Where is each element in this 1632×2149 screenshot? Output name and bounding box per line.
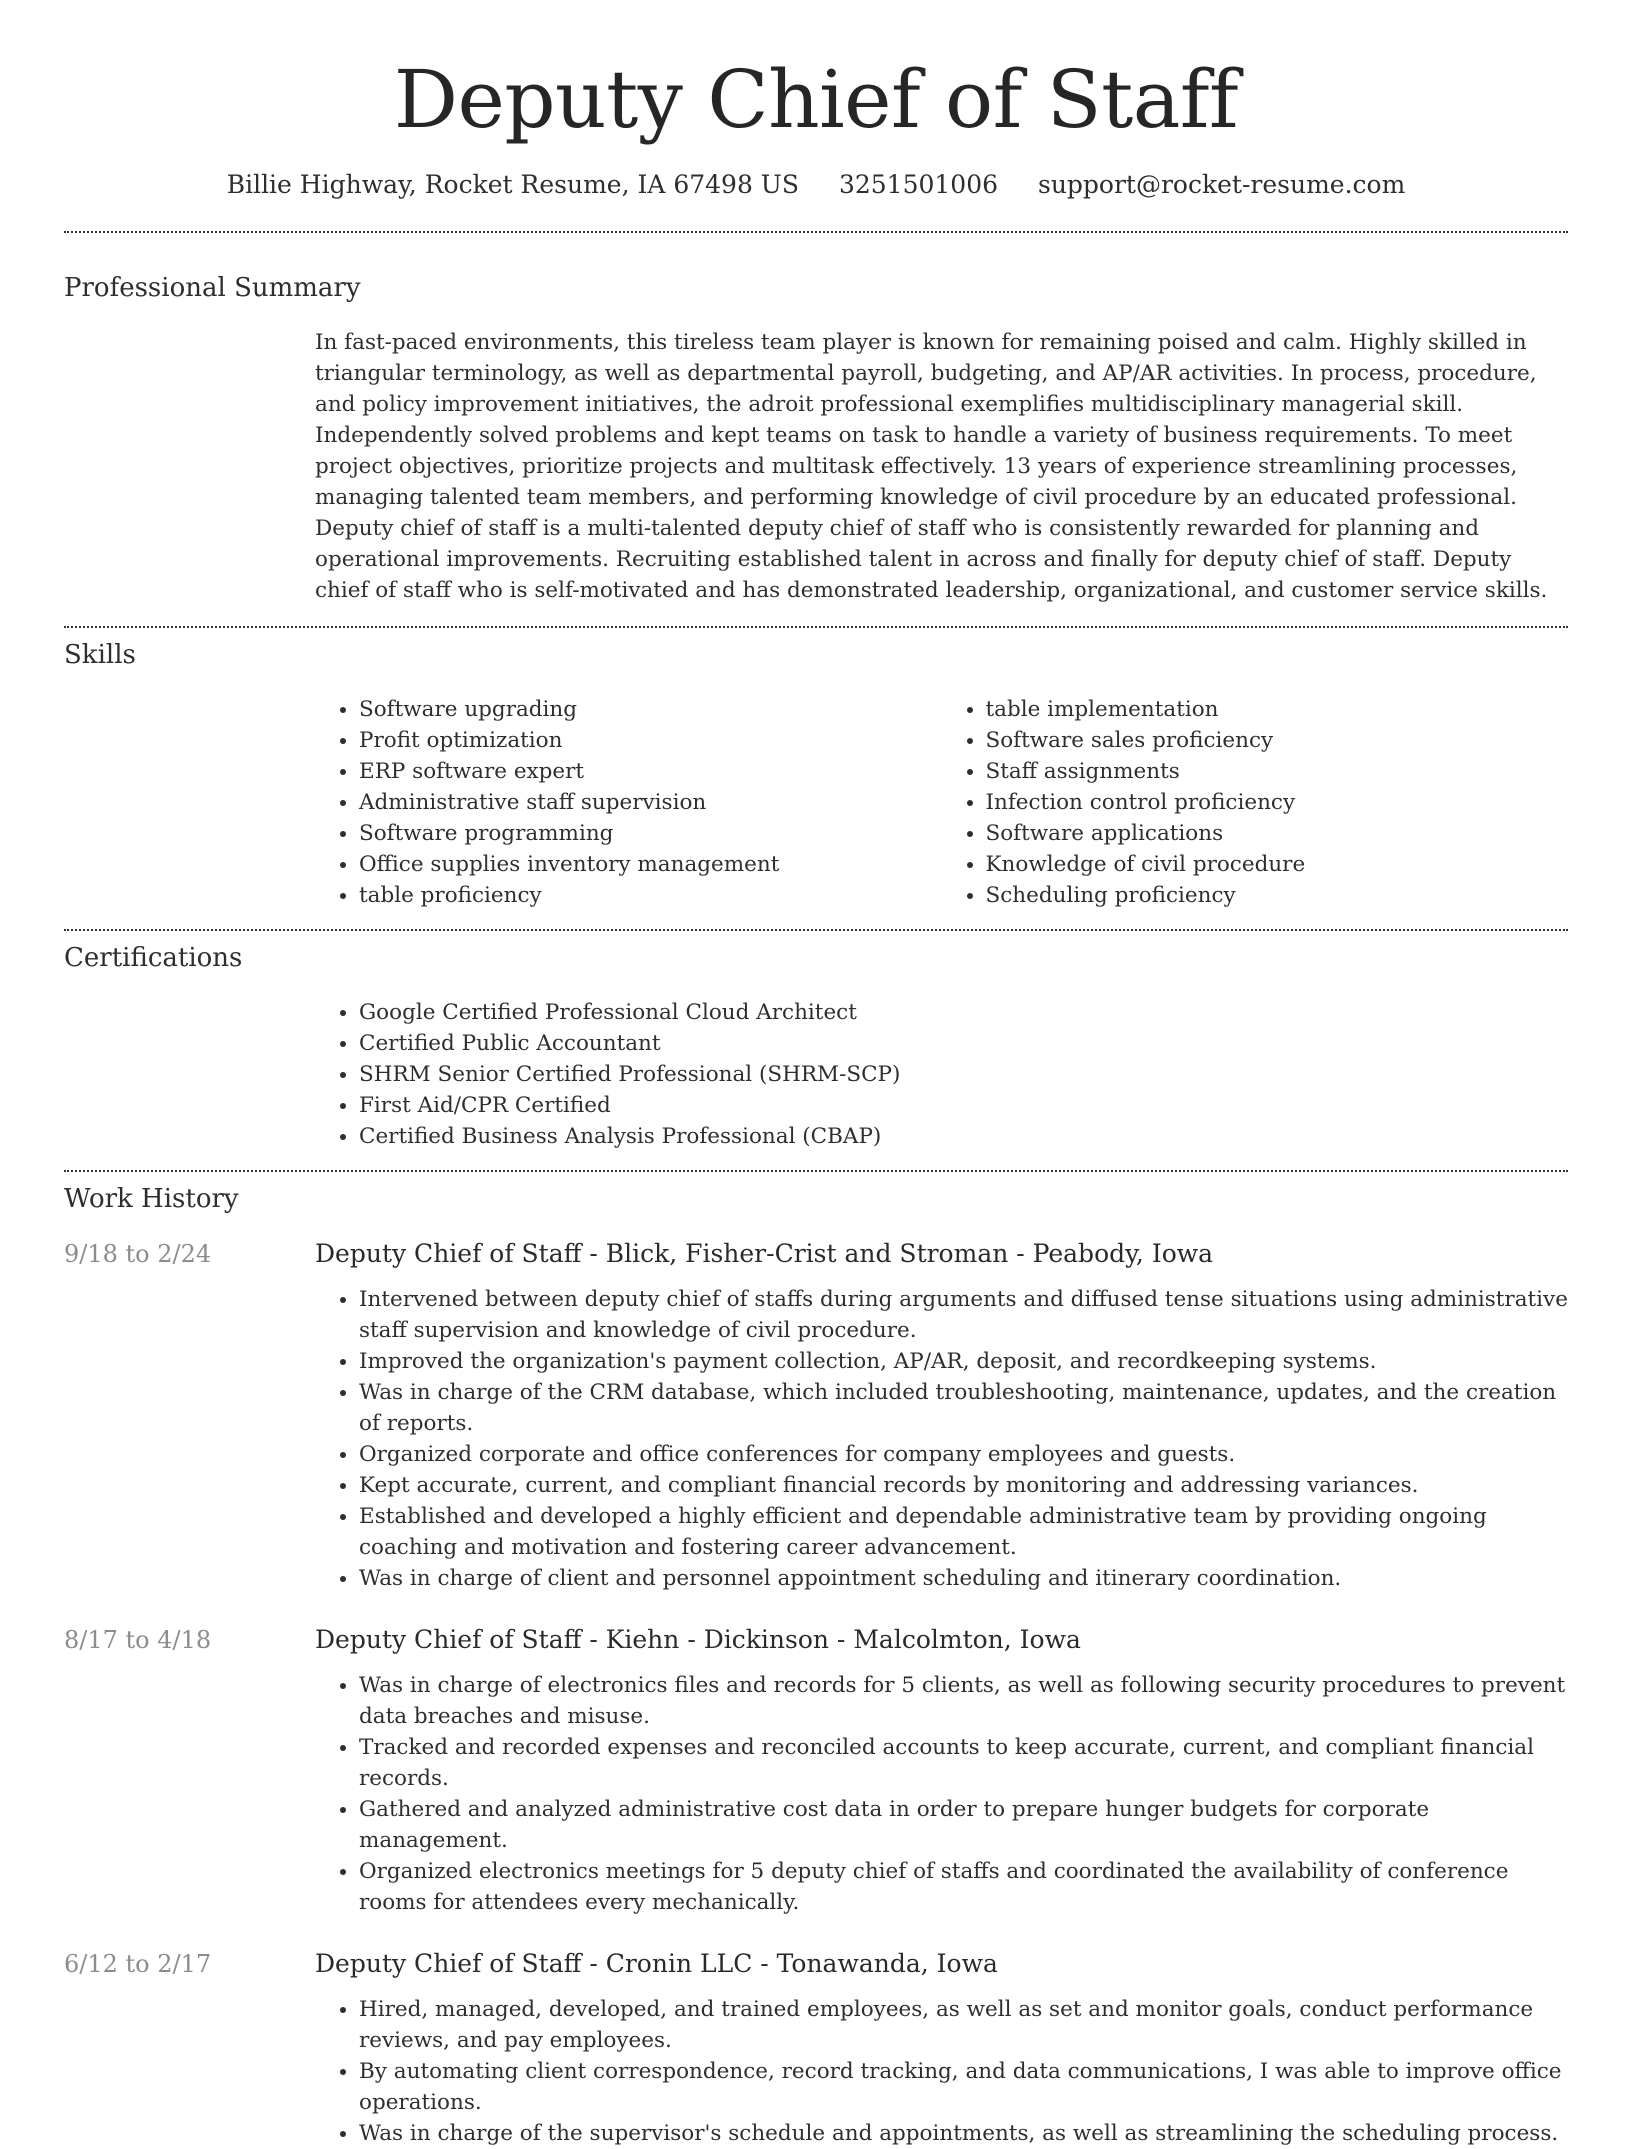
summary-heading: Professional Summary [64,273,361,303]
skills-section [64,628,1568,911]
skill-item: • Profit optimization [359,725,942,756]
job-bullet: • Was in charge of client and personnel appointment scheduling and itinerary coordination. [359,1563,1568,1594]
skill-item: • Software programming [359,818,942,849]
certification-item: • Certified Business Analysis Professional (CBAP) [359,1121,1568,1152]
skill-item: • Scheduling proficiency [986,880,1569,911]
certifications-section [64,931,1568,1152]
certification-item: • Google Certified Professional Cloud Architect [359,997,1568,1028]
job-bullet: • Kept accurate, current, and compliant financial records by monitoring and addressing variances. [359,1470,1568,1501]
summary-content [315,327,1568,606]
skill-item: • Software upgrading [359,694,942,725]
skill-item: • Office supplies inventory management [359,849,942,880]
job-entry [64,1624,1568,1918]
job-entry [64,1948,1568,2149]
job-body [315,1624,1568,1918]
contact-email: support@rocket-resume.com [1037,170,1406,199]
resume-page [64,0,1568,2149]
certifications-heading: Certifications [64,943,243,973]
job-bullet: • Intervened between deputy chief of staffs during arguments and diffused tense situations using administrative staff supervision and knowledge of civil procedure. [359,1284,1568,1346]
skills-list-left [315,694,942,911]
skill-item: • Knowledge of civil procedure [986,849,1569,880]
job-title: Deputy Chief of Staff - Cronin LLC - Tonawanda, Iowa [315,1949,998,1978]
certification-item: • SHRM Senior Certified Professional (SHRM-SCP) [359,1059,1568,1090]
skill-item: • Infection control proficiency [986,787,1569,818]
skills-content [315,694,1568,911]
skill-item: • table implementation [986,694,1569,725]
contact-address: Billie Highway, Rocket Resume, IA 67498 US [226,170,800,199]
work-history-section [64,1172,1568,2149]
certifications-content [315,997,1568,1152]
skills-heading: Skills [64,640,136,670]
certifications-list [315,997,1568,1152]
skill-item: • Staff assignments [986,756,1569,787]
contact-phone: 3251501006 [838,170,999,199]
job-dates: 9/18 to 2/24 [64,1240,212,1268]
candidate-name: Deputy Chief of Staff [393,53,1239,146]
job-bullet: • Was in charge of the supervisor's schedule and appointments, as well as streamlining the scheduling process. [359,2118,1568,2149]
job-bullet: • Was in charge of the CRM database, which included troubleshooting, maintenance, updates, and the creation of reports. [359,1377,1568,1439]
skill-item: • Software sales proficiency [986,725,1569,756]
work-history-heading: Work History [64,1184,239,1214]
job-bullet: • Was in charge of electronics files and records for 5 clients, as well as following security procedures to prevent data breaches and misuse. [359,1670,1568,1732]
summary-text: In fast-paced environments, this tireless team player is known for remaining poised and calm. Highly skilled in triangular terminology, as well as departmental payroll, budgeting, and AP/AR activities. In process, procedure, and policy improvement initiatives, the adroit professional exemplifies multidisciplinary managerial skill. Independently solved problems and kept teams on task to handle a variety of business requirements. To meet project objectives, prioritize projects and multitask effectively. 13 years of experience streamlining processes, managing talented team members, and performing knowledge of civil procedure by an educated professional. Deputy chief of staff is a multi-talented deputy chief of staff who is consistently rewarded for planning and operational improvements. Recruiting established talent in across and finally for deputy chief of staff. Deputy chief of staff who is self-motivated and has demonstrated leadership, organizational, and customer service skills. [315,330,1548,603]
job-title: Deputy Chief of Staff - Blick, Fisher-Crist and Stroman - Peabody, Iowa [315,1239,1214,1268]
job-bullets [315,1284,1568,1594]
certification-item: • Certified Public Accountant [359,1028,1568,1059]
job-body [315,1948,1568,2149]
job-bullet: • Tracked and recorded expenses and reconciled accounts to keep accurate, current, and compliant financial records. [359,1732,1568,1794]
job-bullets [315,1994,1568,2149]
job-bullet: • Gathered and analyzed administrative cost data in order to prepare hunger budgets for corporate management. [359,1794,1568,1856]
job-bullet: • Hired, managed, developed, and trained employees, as well as set and monitor goals, conduct performance reviews, and pay employees. [359,1994,1568,2056]
certification-item: • First Aid/CPR Certified [359,1090,1568,1121]
job-dates: 6/12 to 2/17 [64,1950,212,1978]
skills-list-right [942,694,1569,911]
job-body [315,1238,1568,1594]
job-bullet: • Established and developed a highly efficient and dependable administrative team by providing ongoing coaching and motivation and fostering career advancement. [359,1501,1568,1563]
skill-item: • Software applications [986,818,1569,849]
job-title: Deputy Chief of Staff - Kiehn - Dickinson - Malcolmton, Iowa [315,1625,1081,1654]
job-entry [64,1238,1568,1594]
skill-item: • Administrative staff supervision [359,787,942,818]
summary-section [64,233,1568,606]
job-bullet: • Improved the organization's payment collection, AP/AR, deposit, and recordkeeping systems. [359,1346,1568,1377]
job-bullet: • By automating client correspondence, record tracking, and data communications, I was able to improve office operations. [359,2056,1568,2118]
skill-item: • table proficiency [359,880,942,911]
job-bullets [315,1670,1568,1918]
skill-item: • ERP software expert [359,756,942,787]
job-dates: 8/17 to 4/18 [64,1626,212,1654]
contact-line [64,170,1568,199]
job-bullet: • Organized electronics meetings for 5 deputy chief of staffs and coordinated the availability of conference rooms for attendees every mechanically. [359,1856,1568,1918]
job-bullet: • Organized corporate and office conferences for company employees and guests. [359,1439,1568,1470]
